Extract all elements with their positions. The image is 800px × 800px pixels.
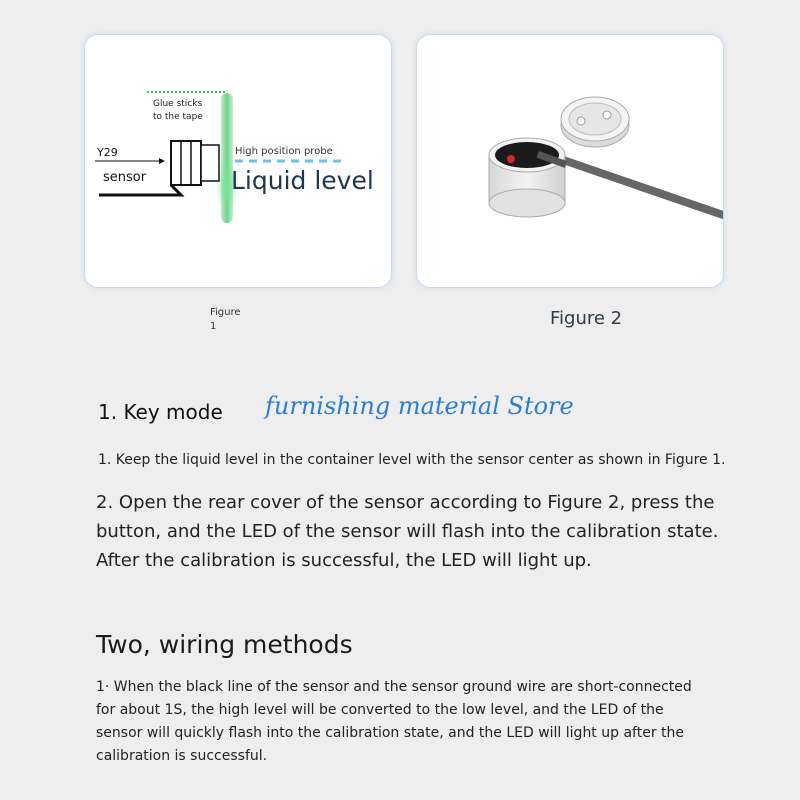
figure-1-diagram bbox=[85, 35, 391, 287]
step-2-line: 2. Open the rear cover of the sensor according to Figure 2, press the bbox=[96, 492, 715, 513]
store-watermark: furnishing material Store bbox=[265, 392, 574, 420]
figure-2-caption: Figure 2 bbox=[550, 308, 623, 329]
wiring-line: for about 1S, the high level will be converted to the low level, and the LED of the bbox=[96, 702, 664, 718]
wiring-line: calibration is successful. bbox=[96, 748, 268, 764]
figure-2-image bbox=[417, 35, 723, 287]
sensor-label: sensor bbox=[103, 170, 147, 185]
figure-1-caption-line2: 1 bbox=[210, 321, 217, 332]
sensor-cap bbox=[201, 145, 219, 181]
sensor-bottom bbox=[489, 189, 565, 217]
step-1-text: 1. Keep the liquid level in the container level with the sensor center as shown in Figure 1. bbox=[98, 452, 726, 468]
probe-label: High position probe bbox=[235, 146, 333, 157]
wiring-step-1-text bbox=[96, 676, 736, 768]
step-2-line: button, and the LED of the sensor will flash into the calibration state. bbox=[96, 521, 719, 542]
sensor-body bbox=[171, 141, 201, 185]
figure-2-card bbox=[416, 34, 724, 288]
figure-1-caption bbox=[210, 306, 250, 334]
wiring-line: sensor will quickly flash into the calibration state, and the LED will light up after the bbox=[96, 725, 685, 741]
glue-label-2: to the tape bbox=[153, 112, 203, 122]
figure-1-caption-line1: Figure bbox=[210, 307, 241, 318]
figure-1-card bbox=[84, 34, 392, 288]
section-2-heading: Two, wiring methods bbox=[96, 630, 353, 659]
rear-cover-inner bbox=[569, 103, 621, 135]
sensor-wire bbox=[99, 185, 181, 195]
step-2-line: After the calibration is successful, the LED will light up. bbox=[96, 550, 592, 571]
liquid-level-label: Liquid level bbox=[231, 166, 374, 195]
model-label: Y29 bbox=[97, 146, 118, 159]
wiring-line: 1· When the black line of the sensor and the sensor ground wire are short-connected bbox=[96, 679, 692, 695]
cover-hole-left bbox=[577, 117, 585, 125]
section-1-heading: 1. Key mode bbox=[98, 400, 223, 424]
arrow-head bbox=[159, 158, 165, 164]
cover-hole-right bbox=[603, 111, 611, 119]
led-indicator bbox=[507, 155, 515, 163]
step-2-text bbox=[96, 488, 736, 575]
glue-label-1: Glue sticks bbox=[153, 99, 203, 109]
